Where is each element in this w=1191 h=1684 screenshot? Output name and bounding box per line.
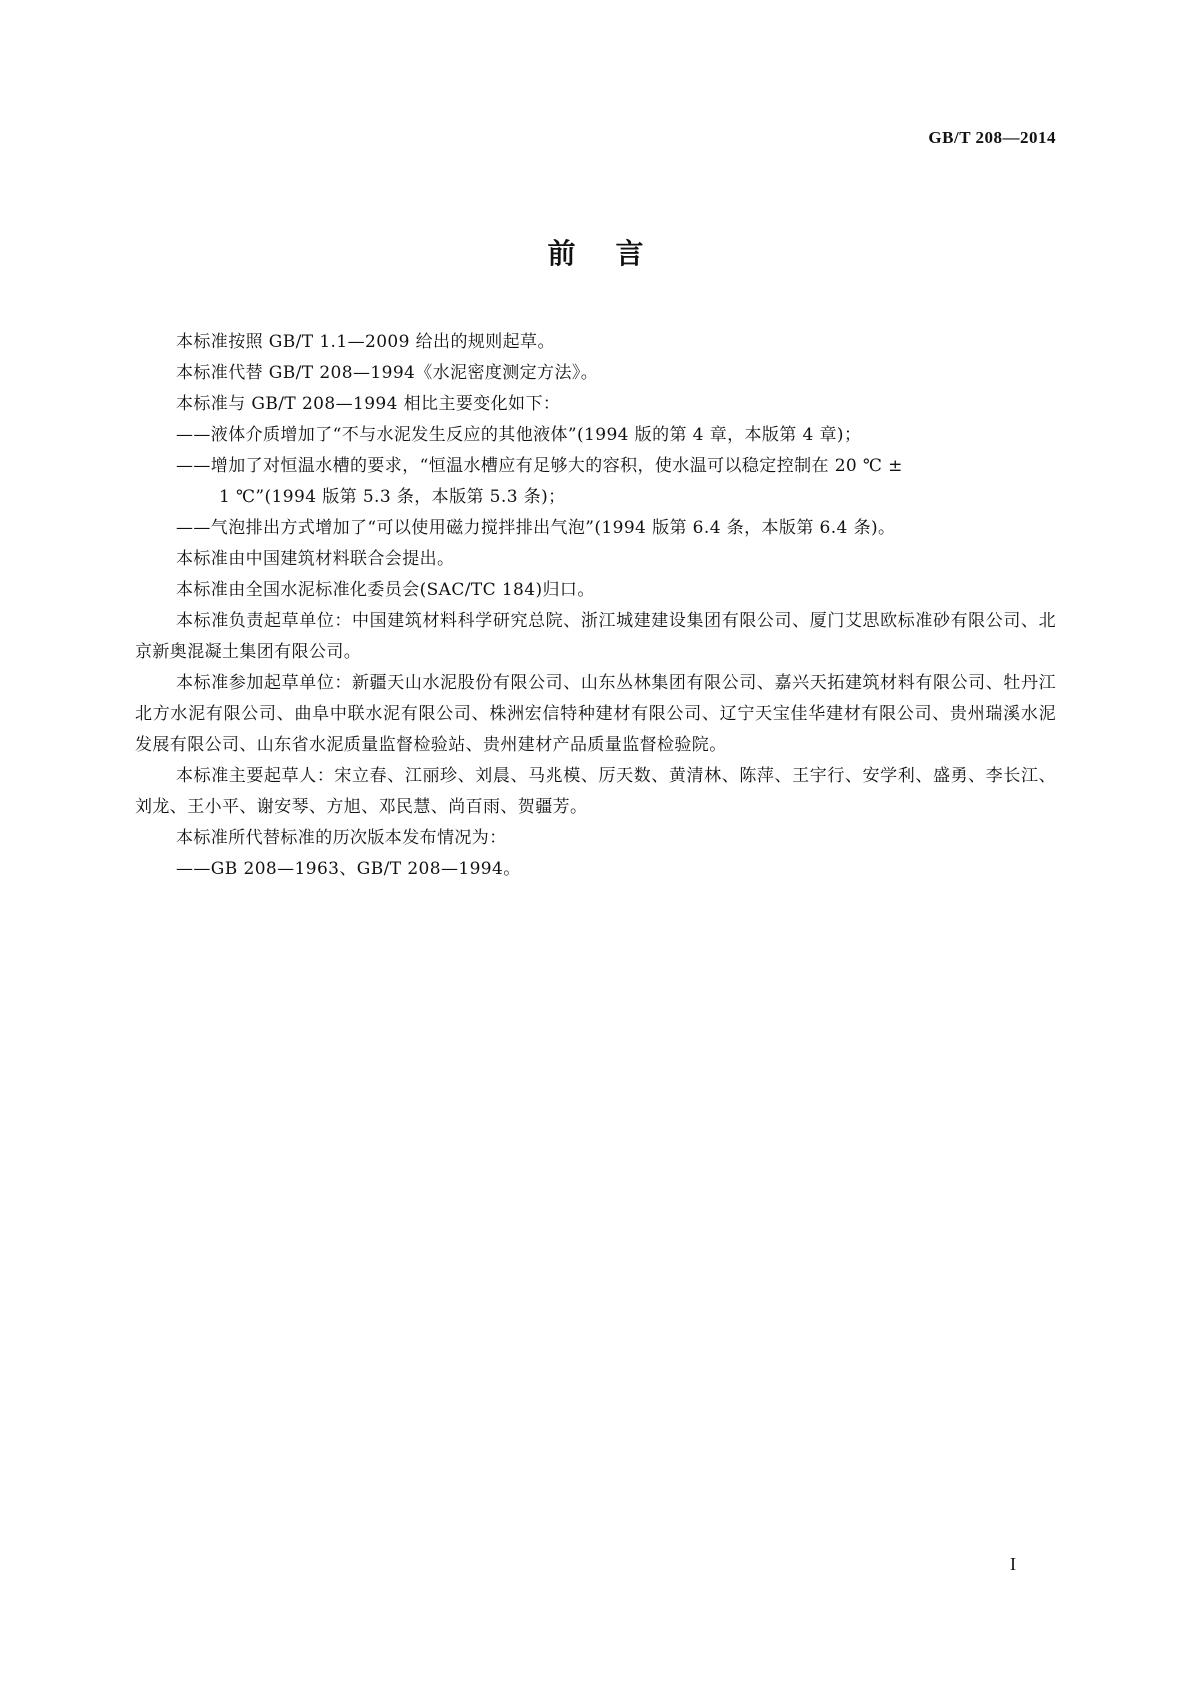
paragraph-previous-editions-intro: 本标准所代替标准的历次版本发布情况为： [176, 828, 507, 848]
paragraph-participating-units: 本标准参加起草单位：新疆天山水泥股份有限公司、山东丛林集团有限公司、嘉兴天拓建筑材料有限公司、牡丹江北方水泥有限公司、曲阜中联水泥有限公司、株洲宏信特种建材有限公司、辽宁天宝佳华建材有限公司、贵州瑞溪水泥发展有限公司、山东省水泥质量监督检验站、贵州建材产品质量监督检验院。 [135, 673, 1056, 755]
change-item-water-bath: ——增加了对恒温水槽的要求，“恒温水槽应有足够大的容积，使水温可以稳定控制在 20 ℃ ± [176, 456, 903, 476]
change-item-liquid-medium: ——液体介质增加了“不与水泥发生反应的其他液体”(1994 版的第 4 章，本版第 4 章)； [176, 425, 862, 445]
paragraph-replaces: 本标准代替 GB/T 208—1994《水泥密度测定方法》。 [176, 363, 599, 383]
page-title: 前言 [547, 237, 684, 270]
previous-editions-list: ——GB 208—1963、GB/T 208—1994。 [176, 859, 521, 879]
standard-code: GB/T 208—2014 [928, 128, 1056, 147]
paragraph-proposed-by: 本标准由中国建筑材料联合会提出。 [176, 549, 455, 569]
paragraph-changes-intro: 本标准与 GB/T 208—1994 相比主要变化如下： [176, 394, 561, 414]
change-item-water-bath-continued: 1 ℃”(1994 版第 5.3 条，本版第 5.3 条)； [219, 487, 566, 507]
paragraph-lead-drafting-units: 本标准负责起草单位：中国建筑材料科学研究总院、浙江城建建设集团有限公司、厦门艾思欧标准砂有限公司、北京新奥混凝土集团有限公司。 [135, 611, 1056, 662]
page-number: I [1010, 1554, 1016, 1574]
paragraph-administered-by: 本标准由全国水泥标准化委员会(SAC/TC 184)归口。 [176, 580, 595, 600]
change-item-bubble-removal: ——气泡排出方式增加了“可以使用磁力搅拌排出气泡”(1994 版第 6.4 条，本版第 6.4 条)。 [176, 518, 896, 538]
paragraph-drafting-rules: 本标准按照 GB/T 1.1—2009 给出的规则起草。 [176, 332, 555, 352]
foreword-body [135, 327, 1056, 885]
paragraph-main-drafters: 本标准主要起草人：宋立春、江丽珍、刘晨、马兆模、厉天数、黄清林、陈萍、王宇行、安学利、盛勇、李长江、刘龙、王小平、谢安琴、方旭、邓民慧、尚百雨、贺疆芳。 [135, 766, 1056, 817]
